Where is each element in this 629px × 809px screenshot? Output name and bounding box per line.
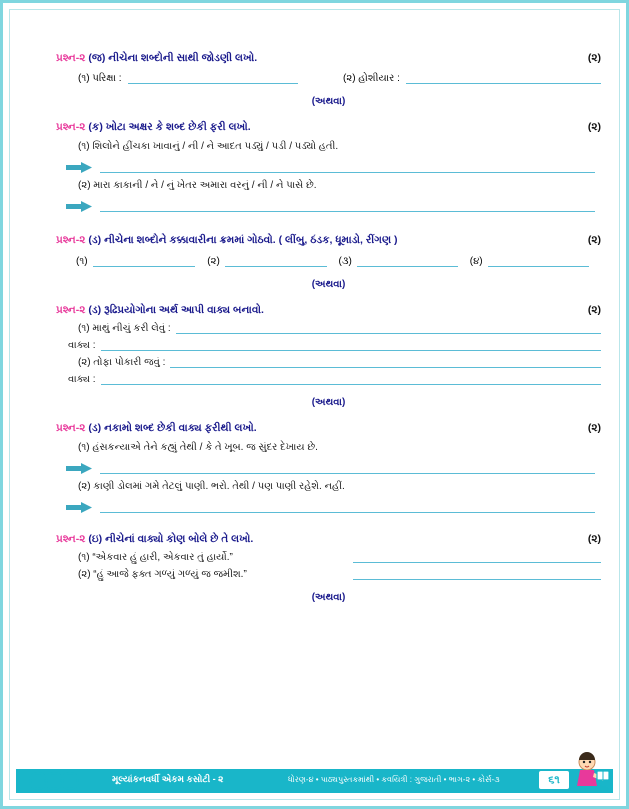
question-number: પ્રશ્ન-૨ xyxy=(56,304,86,316)
quote-2 xyxy=(56,568,601,580)
question-number: પ્રશ્ન-૨ xyxy=(56,422,86,434)
answer-blank[interactable] xyxy=(128,72,298,84)
question-text xyxy=(85,304,563,317)
quote-text: (૧) “એકવાર હું હારી, એકવાર તું હાર્યો.” xyxy=(78,552,233,563)
arrow-right-icon xyxy=(66,502,92,513)
idiom-1 xyxy=(56,322,601,334)
question-number: પ્રશ્ન-૨ xyxy=(56,121,86,133)
question-heading xyxy=(56,422,601,435)
question-marks: (૨) xyxy=(587,533,601,545)
sentence-label: વાક્ય : xyxy=(68,374,96,385)
sub-label: (૨) હોશીયાર : xyxy=(343,73,400,84)
quote-text: (૨) “હું આજે ફક્ત ગળ્યું ગળ્યું જ જમીશ.” xyxy=(78,569,247,580)
page-footer xyxy=(16,749,613,793)
question-body: નીચેના શબ્દોને કક્કાવારીના ક્રમમાં ગોઠવો. xyxy=(104,234,276,246)
answer-blank[interactable] xyxy=(101,373,601,385)
question-body: ખોટા અક્ષર કે શબ્દ છેકી ફરી લખો. xyxy=(105,121,251,133)
answer-blank[interactable] xyxy=(170,356,601,368)
sentence-label: વાક્ય : xyxy=(68,340,96,351)
athva-divider-2: (અથવા) xyxy=(311,279,346,290)
athva-divider-3: (અથવા) xyxy=(311,397,346,408)
answer-blank[interactable] xyxy=(176,322,601,334)
answer-line[interactable] xyxy=(100,498,595,513)
mascot-illustration xyxy=(567,749,611,793)
quote-1 xyxy=(56,551,601,563)
answer-blank[interactable] xyxy=(353,551,601,563)
page-number: ૬૧ xyxy=(537,769,571,791)
question-hint: ( લીંબુ, ઠંડક, ધૂમાડો, રીંગણ ) xyxy=(278,234,398,246)
answer-blank[interactable] xyxy=(225,255,327,267)
question-heading xyxy=(56,121,601,134)
sub-question-1 xyxy=(78,72,343,84)
answer-blank[interactable] xyxy=(488,255,589,267)
question-heading xyxy=(56,533,601,546)
footer-subtitle: ધોરણ-૪ • પાઠ્યપુસ્તકમાંથી • કવયિત્રી : ગુજરાતી • ભાગ-૨ • કોર્સ-૩ xyxy=(288,775,500,784)
arrow-right-icon xyxy=(66,463,92,474)
answer-line[interactable] xyxy=(100,158,595,173)
ordering-blanks xyxy=(56,255,601,267)
blank-label: (૩) xyxy=(338,256,352,267)
question-marks: (૨) xyxy=(587,52,601,64)
footer-decoration-icon xyxy=(24,770,106,792)
statement-item: (૨) કાણી ડોલમાં ગમે તેટલું પાણી. ભરો. તેથી / પણ પાણી રહેશે. નહીં. xyxy=(78,481,345,492)
sentence-2 xyxy=(56,373,601,385)
sub-label: (૧) પરિક્ષા : xyxy=(78,73,122,84)
question-label: (ડ) xyxy=(88,422,102,434)
arrow-right-icon xyxy=(66,201,92,212)
question-marks: (૨) xyxy=(587,304,601,316)
blank-label: (૨) xyxy=(207,256,220,267)
question-heading xyxy=(56,304,601,317)
page-inner-border xyxy=(9,9,620,800)
question-label: (ક) xyxy=(88,121,103,133)
question-body: નીચેના શબ્દોની સાથી જોડણી લખો. xyxy=(108,52,258,64)
blank-2 xyxy=(207,255,338,267)
sub-question-2 xyxy=(343,72,601,84)
answer-blank[interactable] xyxy=(406,72,601,84)
idiom-label: (૧) માથું નીચું કરી લેવું : xyxy=(78,323,171,334)
blank-label: (૪) xyxy=(469,256,483,267)
question-marks: (૨) xyxy=(587,234,601,246)
answer-row xyxy=(56,72,601,84)
blank-label: (૧) xyxy=(76,256,88,267)
question-number: પ્રશ્ન-૨ xyxy=(56,533,86,545)
question-label: (ઇ) xyxy=(88,533,103,545)
answer-line[interactable] xyxy=(100,197,595,212)
statement-item: (૧) શિલોને હીંચકા ખાવાનું / ની / ને આદત પડ્યું / પડી / પડ્યો હતી. xyxy=(78,141,339,152)
question-marks: (૨) xyxy=(587,121,601,133)
question-label: (જ) xyxy=(88,52,106,64)
statement-item: (૧) હંસકન્યાએ તેને કહ્યું તેથી / કે તે ખૂબ. જ સુંદર દેખાય છે. xyxy=(78,442,318,453)
page-content xyxy=(56,38,601,737)
idiom-2 xyxy=(56,356,601,368)
question-label: (ડ) xyxy=(88,234,102,246)
question-text xyxy=(85,234,563,247)
question-text xyxy=(85,533,563,546)
sentence-1 xyxy=(56,339,601,351)
arrow-right-icon xyxy=(66,162,92,173)
question-text xyxy=(85,422,563,435)
question-number: પ્રશ્ન-૨ xyxy=(56,52,86,64)
blank-1 xyxy=(76,255,207,267)
question-marks: (૨) xyxy=(587,422,601,434)
footer-title: મૂલ્યાંકનવર્ધી એકમ કસોટી - ૨ xyxy=(112,774,224,784)
question-heading xyxy=(56,52,601,65)
question-heading xyxy=(56,234,601,247)
question-text xyxy=(85,52,563,65)
athva-divider-1: (અથવા) xyxy=(311,96,346,107)
question-label: (ડ) xyxy=(88,304,102,316)
question-body: નકામો શબ્દ છેકી વાક્ય ફરીથી લખો. xyxy=(104,422,257,434)
question-body: નીચેનાં વાક્યો કોણ બોલે છે તે લખો. xyxy=(105,533,254,545)
idiom-label: (૨) તોફા પોકારી જવું : xyxy=(78,357,166,368)
answer-line[interactable] xyxy=(100,459,595,474)
statement-item: (૨) મારા કાકાની / ને / નું ખેતર અમારા વરનું / ની / ને પાસે છે. xyxy=(78,180,317,191)
answer-blank[interactable] xyxy=(357,255,458,267)
question-number: પ્રશ્ન-૨ xyxy=(56,234,86,246)
athva-divider-4: (અથવા) xyxy=(311,592,346,603)
answer-blank[interactable] xyxy=(101,339,601,351)
answer-blank[interactable] xyxy=(353,568,601,580)
question-body: રૂઢિપ્રયોગોના અર્થ આપી વાક્ય બનાવો. xyxy=(104,304,264,316)
question-text xyxy=(85,121,563,134)
answer-blank[interactable] xyxy=(93,255,196,267)
blank-4 xyxy=(470,255,601,267)
blank-3 xyxy=(339,255,470,267)
